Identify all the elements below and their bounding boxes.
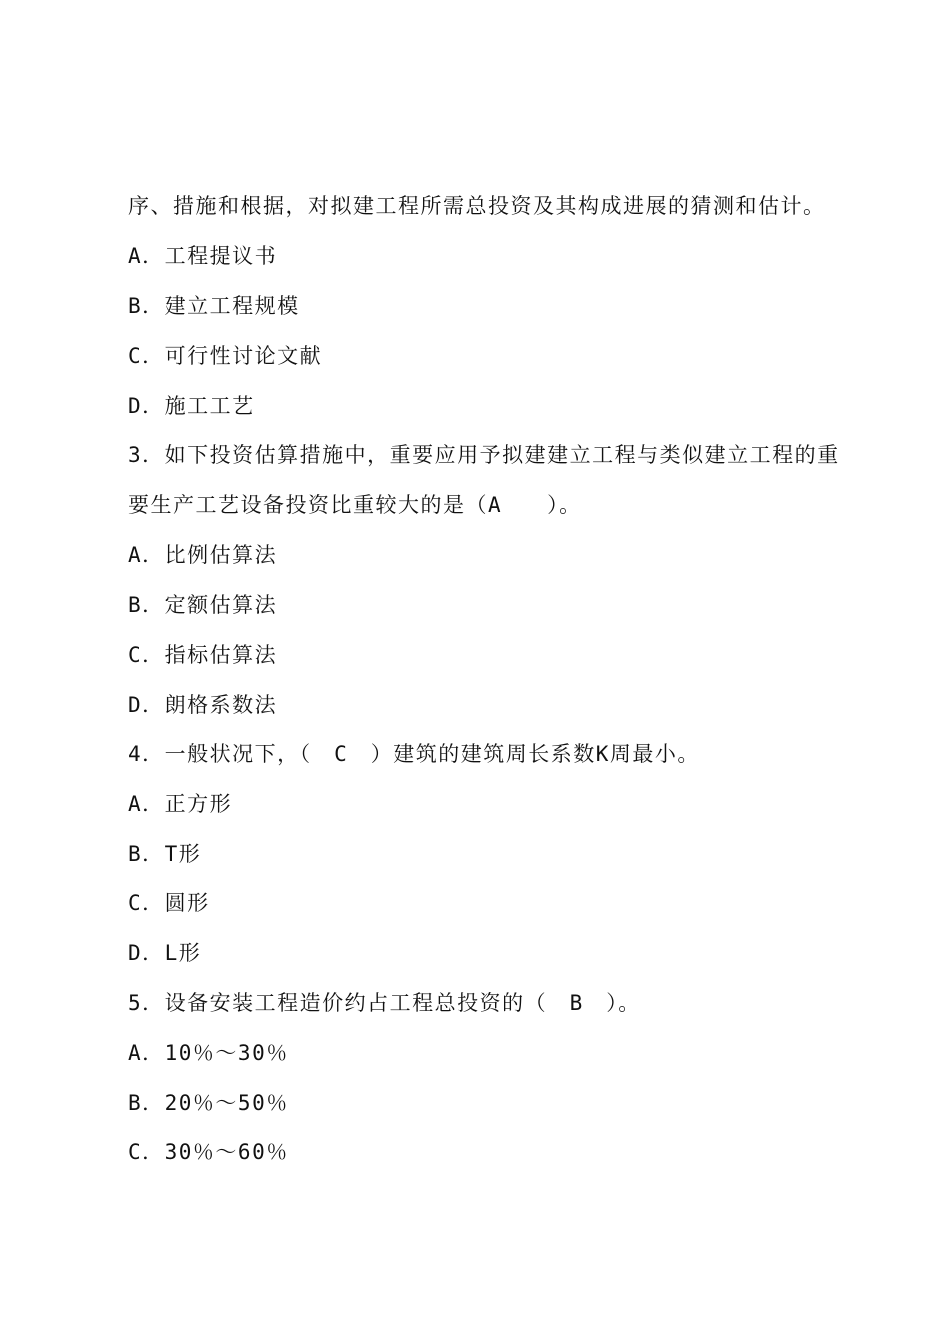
q5-option-c: C．30％～60％ bbox=[128, 1140, 289, 1164]
question-5-stem: 5．设备安装工程造价约占工程总投资的（ B ）。 bbox=[128, 991, 641, 1015]
question-4-stem: 4．一般状况下，（ C ）建筑的建筑周长系数K周最小。 bbox=[128, 742, 700, 766]
question-3-stem-continuation: 要生产工艺设备投资比重较大的是（A ）。 bbox=[128, 493, 582, 517]
question-3-stem: 3．如下投资估算措施中，重要应用予拟建建立工程与类似建立工程的重 bbox=[128, 443, 840, 467]
q5-option-a: A．10％～30％ bbox=[128, 1041, 289, 1065]
q2-option-a: A．工程提议书 bbox=[128, 244, 278, 268]
q3-option-b: B．定额估算法 bbox=[128, 593, 278, 617]
q4-option-c: C．圆形 bbox=[128, 891, 210, 915]
q3-option-c: C．指标估算法 bbox=[128, 643, 278, 667]
q4-option-a: A．正方形 bbox=[128, 792, 233, 816]
q2-option-b: B．建立工程规模 bbox=[128, 294, 300, 318]
q2-option-d: D．施工工艺 bbox=[128, 394, 255, 418]
q4-option-b: B．T形 bbox=[128, 842, 202, 866]
question-2-stem-continuation: 序、措施和根据，对拟建工程所需总投资及其构成进展的猜测和估计。 bbox=[128, 194, 826, 218]
q3-option-a: A．比例估算法 bbox=[128, 543, 278, 567]
q2-option-c: C．可行性讨论文献 bbox=[128, 344, 323, 368]
q3-option-d: D．朗格系数法 bbox=[128, 693, 278, 717]
q4-option-d: D．L形 bbox=[128, 941, 202, 965]
q5-option-b: B．20％～50％ bbox=[128, 1091, 289, 1115]
